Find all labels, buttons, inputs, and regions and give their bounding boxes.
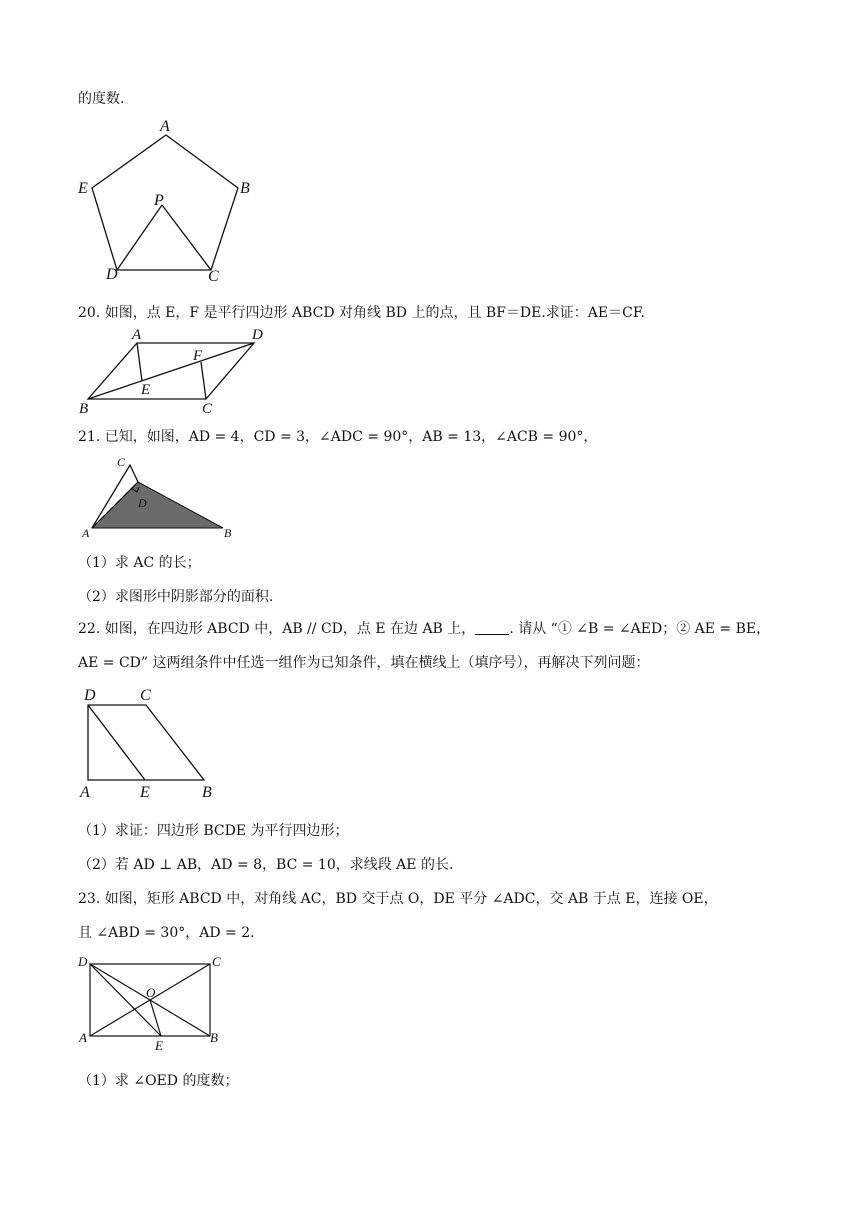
q22-line2: AE = CD” 这两组条件中任选一组作为已知条件，填在横线上（填序号），再解决下列问题： [78, 655, 650, 671]
q23-line2: 且 ∠ABD = 30°，AD = 2. [78, 925, 255, 941]
q23-line1: 23. 如图，矩形 ABCD 中，对角线 AC，BD 交于点 O，DE 平分 ∠ADC，交 AB 于点 E，连接 OE， [78, 891, 718, 907]
q22-line1-end: . 请从 “① ∠B = ∠AED；② AE = BE， [509, 621, 771, 637]
trapezoid-label-a: A [80, 784, 90, 801]
q22-sub1: （1）求证：四边形 BCDE 为平行四边形； [78, 823, 349, 839]
trapezoid-label-c: C [140, 687, 151, 704]
trapezoid-label-e: E [140, 784, 150, 801]
pentagon-label-d: D [106, 266, 118, 283]
pentagon-label-c: C [208, 268, 219, 285]
rectangle-label-e: E [155, 1038, 163, 1053]
rectangle-label-c: C [212, 954, 221, 969]
q22-line1 [78, 618, 770, 638]
pentagon-label-b: B [240, 180, 250, 197]
answer-blank[interactable] [475, 622, 509, 635]
parallelogram-label-f: F [193, 348, 203, 364]
shaded-triangle-figure [80, 455, 240, 540]
q23-sub1: （1）求 ∠OED 的度数； [78, 1073, 239, 1089]
q21-text: 21. 已知，如图，AD = 4，CD = 3，∠ADC = 90°，AB = 13，∠ACB = 90°， [78, 429, 598, 445]
q21-sub2: （2）求图形中阴影部分的面积. [78, 589, 274, 605]
rectangle-label-b: B [210, 1030, 218, 1045]
parallelogram-label-d: D [252, 327, 263, 343]
parallelogram-label-e: E [141, 382, 151, 398]
pentagon-label-a: A [160, 118, 170, 135]
q19-tail: 的度数. [78, 91, 125, 107]
shaded-label-d: D [138, 496, 147, 510]
parallelogram-label-a: A [132, 327, 142, 343]
rectangle-figure [76, 952, 236, 1054]
parallelogram-figure [76, 325, 276, 417]
parallelogram-label-b: B [79, 401, 89, 417]
trapezoid-label-b: B [202, 784, 212, 801]
q22-sub2: （2）若 AD ⊥ AB，AD = 8，BC = 10，求线段 AE 的长. [78, 857, 454, 873]
q21-sub1: （1）求 AC 的长； [78, 555, 201, 571]
q20-text: 20. 如图，点 E，F 是平行四边形 ABCD 对角线 BD 上的点，且 BF＝DE.求证：AE＝CF. [78, 305, 645, 321]
rectangle-label-d: D [78, 954, 88, 969]
trapezoid-label-d: D [84, 687, 96, 704]
rectangle-label-a: A [79, 1030, 87, 1045]
shaded-label-c: C [117, 455, 126, 469]
shaded-label-b: B [224, 526, 232, 540]
pentagon-label-e: E [78, 180, 88, 197]
pentagon-label-p: P [154, 192, 164, 209]
rectangle-label-o: O [146, 985, 156, 1000]
parallelogram-label-c: C [202, 401, 213, 417]
shaded-label-a: A [82, 526, 90, 540]
q22-line1-start: 22. 如图，在四边形 ABCD 中，AB // CD，点 E 在边 AB 上， [78, 621, 476, 637]
pentagon-figure [70, 115, 260, 285]
trapezoid-figure [76, 683, 226, 801]
